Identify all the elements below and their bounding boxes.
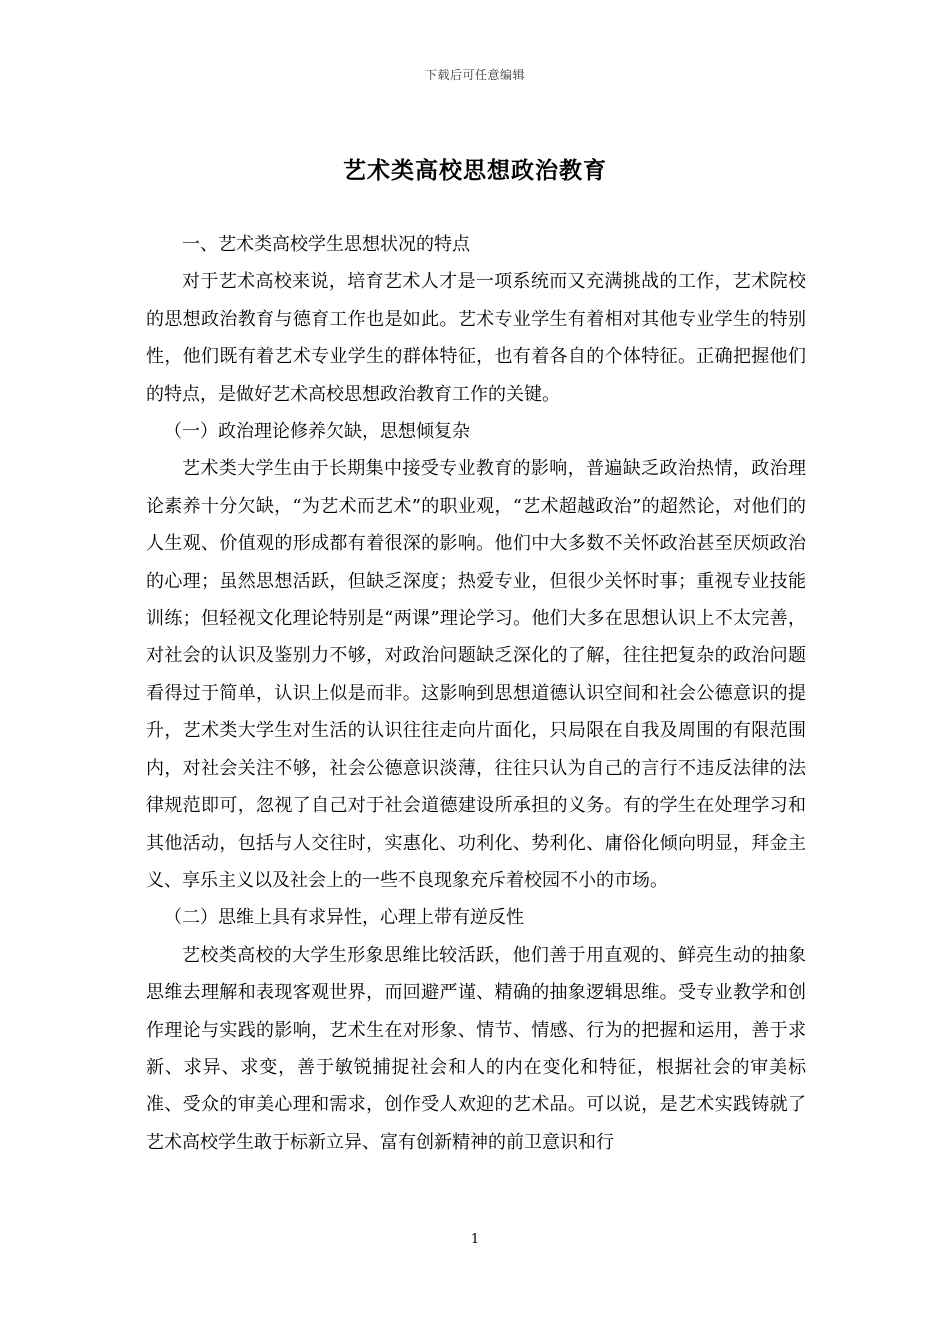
document-body xyxy=(146,226,806,1161)
body-paragraph: 艺校类高校的大学生形象思维比较活跃，他们善于用直观的、鲜亮生动的抽象思维去理解和表现客观世界，而回避严谨、精确的抽象逻辑思维。受专业教学和创作理论与实践的影响，艺术生在对形象、情节、情感、行为的把握和运用，善于求新、求异、求变，善于敏锐捕捉社会和人的内在变化和特征，根据社会的审美标准、受众的审美心理和需求，创作受人欢迎的艺术品。可以说，是艺术实践铸就了艺术高校学生敢于标新立异、富有创新精神的前卫意识和行 xyxy=(146,944,806,1153)
body-paragraph: 对于艺术高校来说，培育艺术人才是一项系统而又充满挑战的工作，艺术院校的思想政治教育与德育工作也是如此。艺术专业学生有着相对其他专业学生的特别性，他们既有着艺术专业学生的群体特征，也有着各自的个体特征。正确把握他们的特点，是做好艺术高校思想政治教育工作的关键。 xyxy=(146,271,806,405)
subsection-heading: （二）思维上具有求异性，心理上带有逆反性 xyxy=(164,907,524,929)
section-heading: 一、艺术类高校学生思想状况的特点 xyxy=(182,234,470,255)
document-title: 艺术类高校思想政治教育 xyxy=(343,157,607,184)
subsection-heading: （一）政治理论修养欠缺，思想倾复杂 xyxy=(164,421,470,443)
page-number: 1 xyxy=(470,1232,480,1247)
header-note: 下载后可任意编辑 xyxy=(424,68,525,82)
body-paragraph: 艺术类大学生由于长期集中接受专业教育的影响，普遍缺乏政治热情，政治理论素养十分欠缺，“为艺术而艺术”的职业观，“艺术超越政治”的超然论，对他们的人生观、价值观的形成都有着很深的影响。他们中大多数不关怀政治甚至厌烦政治的心理；虽然思想活跃，但缺乏深度；热爱专业，但很少关怀时事；重视专业技能训练；但轻视文化理论特别是“两课”理论学习。他们大多在思想认识上不太完善，对社会的认识及鉴别力不够，对政治问题缺乏深化的了解，往往把复杂的政治问题看得过于简单，认识上似是而非。这影响到思想道德认识空间和社会公德意识的提升，艺术类大学生对生活的认识往往走向片面化，只局限在自我及周围的有限范围内，对社会关注不够，社会公德意识淡薄，往往只认为自己的言行不违反法律的法律规范即可，忽视了自己对于社会道德建设所承担的义务。有的学生在处理学习和其他活动，包括与人交往时，实惠化、功利化、势利化、庸俗化倾向明显，拜金主义、享乐主义以及社会上的一些不良现象充斥着校园不小的市场。 xyxy=(146,458,806,891)
